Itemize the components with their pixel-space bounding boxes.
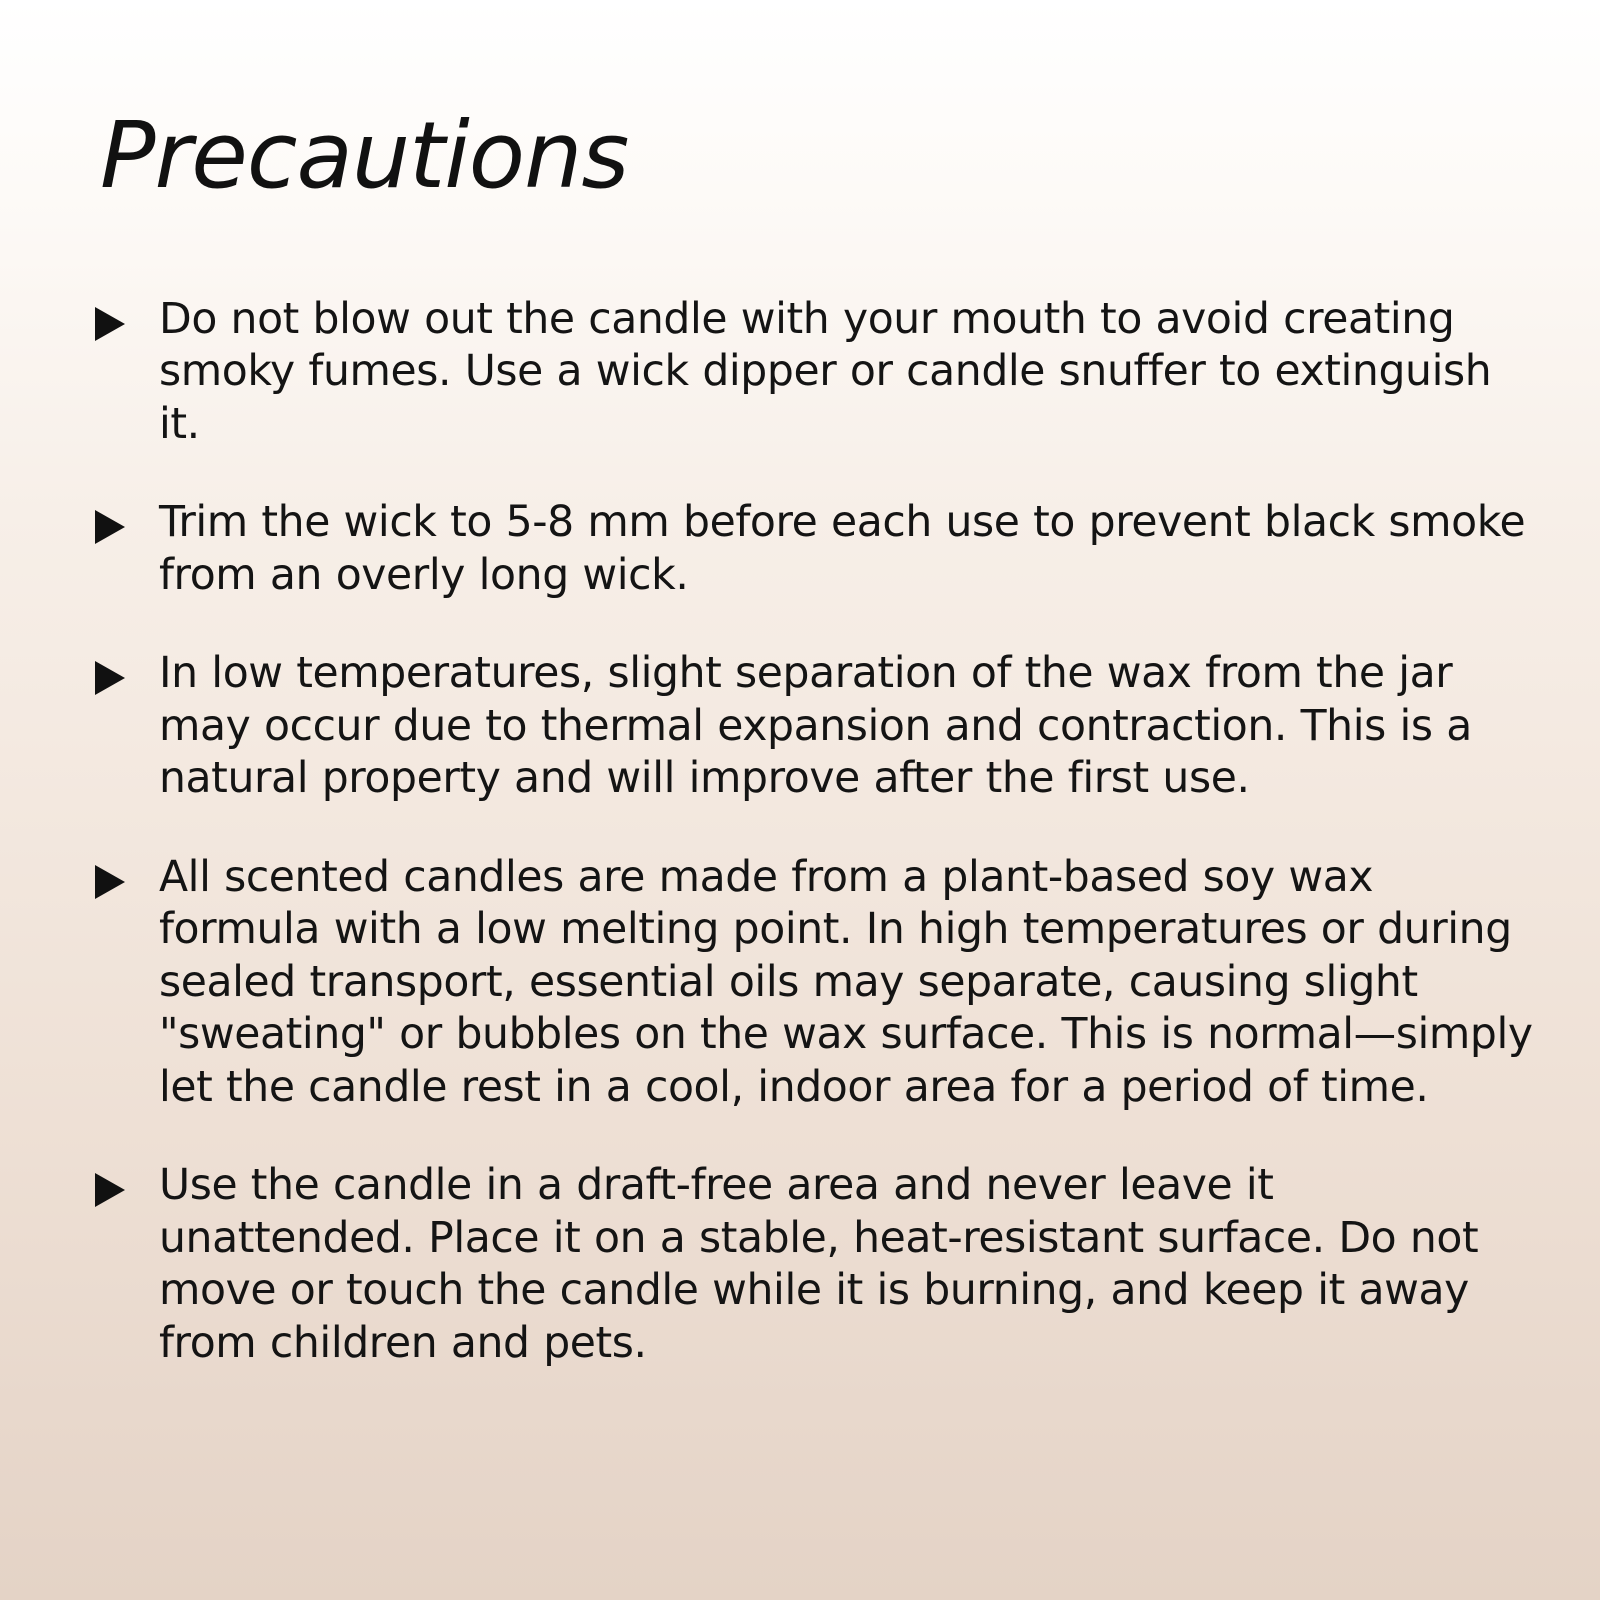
list-item-text: Do not blow out the candle with your mouth to avoid creating smoky fumes. Use a wick dipper or candle snuffer to extinguish it.	[159, 295, 1492, 449]
list-item-text: All scented candles are made from a plant-based soy wax formula with a low melting point. In high temperatures or during sealed transport, essential oils may separate, causing slight "sweating" or bubbles on the wax surface. This is normal—simply let the candle rest in a cool, indoor area for a period of time.	[159, 852, 1533, 1112]
triangle-right-icon	[95, 865, 125, 899]
list-item-text: In low temperatures, slight separation of the wax from the jar may occur due to thermal expansion and contraction. This is a natural property and will improve after the first use.	[159, 649, 1472, 804]
page-title: Precautions	[100, 102, 629, 209]
triangle-right-icon	[95, 510, 125, 544]
list-item	[95, 294, 1540, 451]
list-item-text: Trim the wick to 5-8 mm before each use to prevent black smoke from an overly long wick.	[159, 498, 1526, 600]
list-item	[95, 852, 1540, 1114]
list-item	[95, 1160, 1540, 1370]
list-item	[95, 497, 1540, 602]
precautions-list	[95, 294, 1540, 1370]
triangle-right-icon	[95, 307, 125, 341]
list-item-text: Use the candle in a draft-free area and never leave it unattended. Place it on a stable, heat-resistant surface. Do not move or touch the candle while it is burning, and keep it away from children and pets.	[159, 1161, 1479, 1368]
list-item	[95, 648, 1540, 805]
triangle-right-icon	[95, 661, 125, 695]
triangle-right-icon	[95, 1173, 125, 1207]
